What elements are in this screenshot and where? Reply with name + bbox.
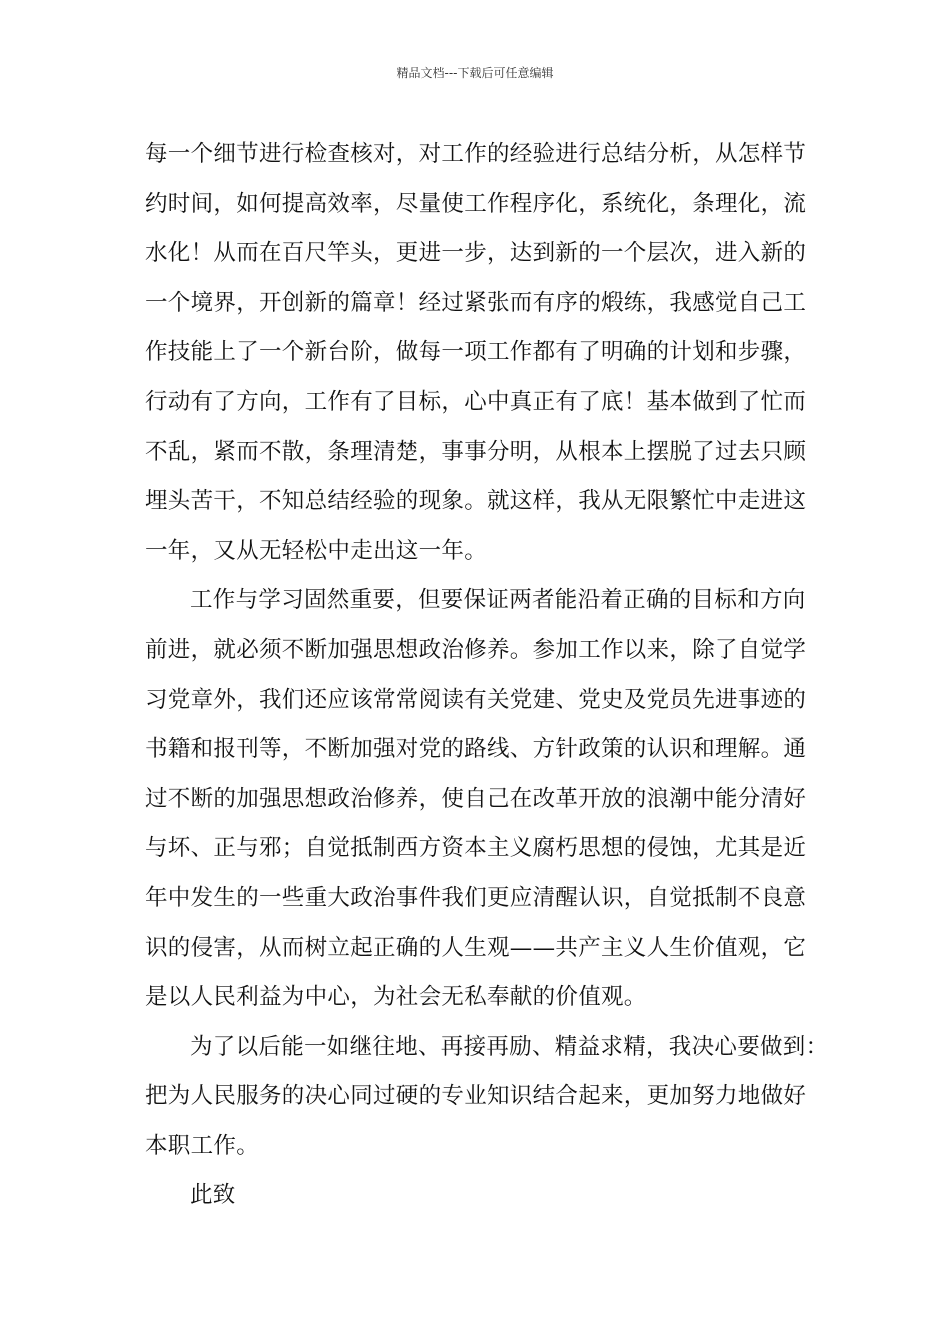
text-line: 行动有了方向，工作有了目标，心中真正有了底！基本做到了忙而	[145, 388, 807, 415]
page-header: 精品文档---下载后可任意编辑	[396, 66, 554, 80]
closing-salutation	[145, 1171, 835, 1221]
text-line: 不乱，紧而不散，条理清楚，事事分明，从根本上摆脱了过去只顾	[145, 438, 807, 465]
paragraph-3	[145, 1023, 835, 1172]
text-line: 是以人民利益为中心，为社会无私奉献的价值观。	[145, 984, 647, 1011]
paragraph-1	[145, 130, 835, 576]
text-line: 作技能上了一个新台阶，做每一项工作都有了明确的计划和步骤，	[145, 339, 807, 366]
text-line: 本职工作。	[145, 1132, 260, 1159]
text-line: 书籍和报刊等，不断加强对党的路线、方针政策的认识和理解。通	[145, 736, 807, 763]
text-line: 习党章外，我们还应该常常阅读有关党建、党史及党员先进事迹的	[145, 686, 807, 713]
text-line: 每一个细节进行检查核对，对工作的经验进行总结分析，从怎样节	[145, 141, 807, 167]
text-line: 把为人民服务的决心同过硬的专业知识结合起来，更加努力地做好	[145, 1083, 807, 1110]
text-line: 水化！从而在百尺竿头，更进一步，达到新的一个层次，进入新的	[145, 240, 807, 267]
paragraph-2	[145, 576, 835, 1022]
text-line: 前进，就必须不断加强思想政治修养。参加工作以来，除了自觉学	[145, 636, 807, 663]
text-line: 工作与学习固然重要，但要保证两者能沿着正确的目标和方向	[190, 587, 806, 614]
text-line: 此致	[190, 1182, 236, 1209]
text-line: 与坏、正与邪；自觉抵制西方资本主义腐朽思想的侵蚀，尤其是近	[145, 835, 807, 862]
text-line: 一个境界，开创新的篇章！经过紧张而有序的煅练，我感觉自己工	[145, 289, 807, 316]
text-line: 识的侵害，从而树立起正确的人生观——共产主义人生价值观，它	[145, 934, 807, 961]
text-line: 年中发生的一些重大政治事件我们更应清醒认识，自觉抵制不良意	[145, 884, 807, 911]
document-body	[145, 130, 835, 1221]
text-line: 约时间，如何提高效率，尽量使工作程序化，系统化，条理化，流	[145, 190, 807, 217]
text-line: 埋头苦干，不知总结经验的现象。就这样，我从无限繁忙中走进这	[145, 488, 807, 515]
text-line: 过不断的加强思想政治修养，使自己在改革开放的浪潮中能分清好	[145, 785, 807, 812]
text-line: 为了以后能一如继往地、再接再励、精益求精，我决心要做到：	[190, 1033, 829, 1060]
text-line: 一年，又从无轻松中走出这一年。	[145, 537, 488, 564]
